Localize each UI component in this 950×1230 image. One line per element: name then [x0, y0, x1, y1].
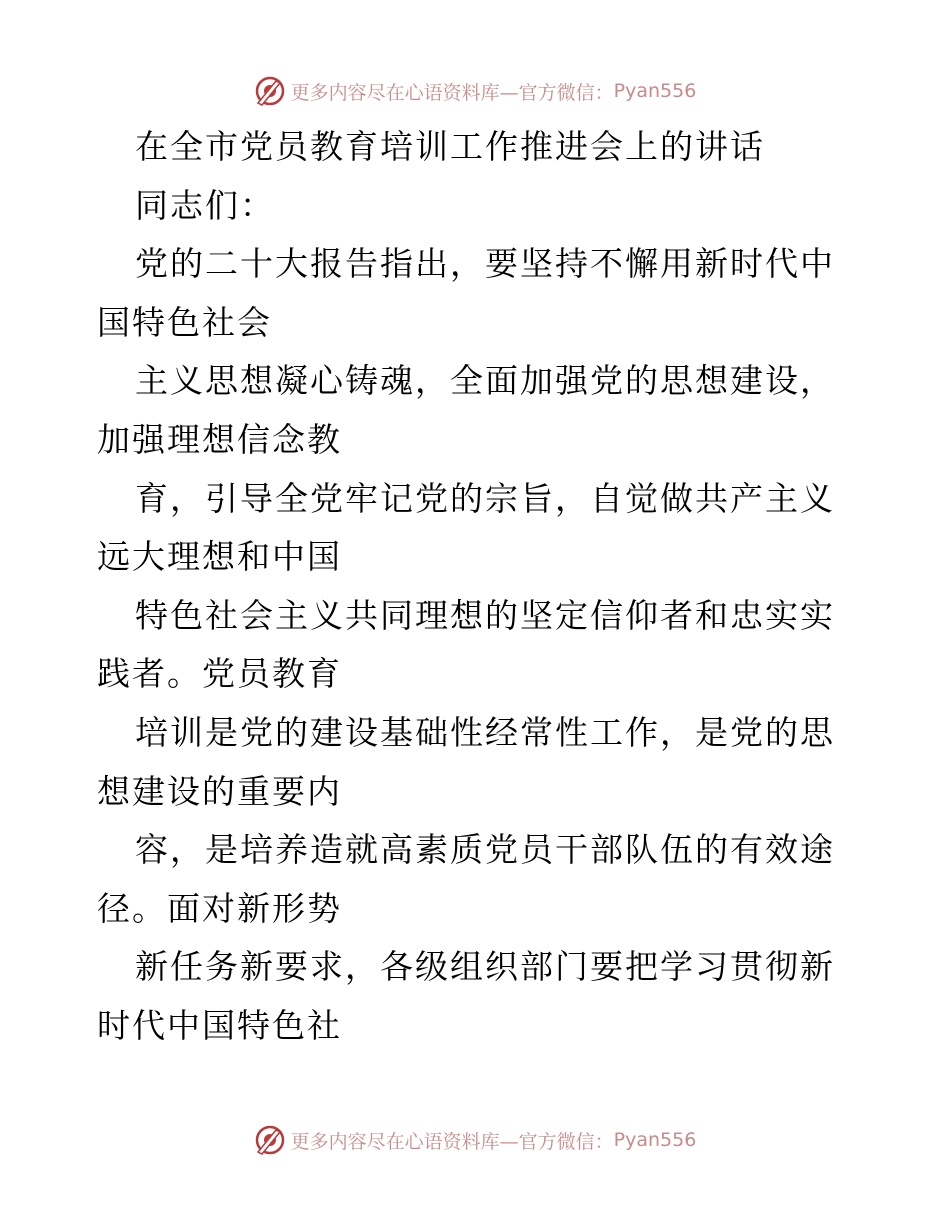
paragraph-line: 育，引导全党牢记党的宗旨，自觉做共产主义远大理想和中国 [97, 478, 835, 577]
footer-watermark [0, 1122, 950, 1158]
watermark-text: 更多内容尽在心语资料库—官方微信： [290, 1130, 614, 1153]
paragraph-line: 培训是党的建设基础性经常性工作，是党的思想建设的重要内 [97, 712, 835, 811]
document-title: 在全市党员教育培训工作推进会上的讲话 [135, 127, 765, 166]
quill-logo-icon [254, 75, 286, 107]
paragraph-line: 党的二十大报告指出，要坚持不懈用新时代中国特色社会 [97, 244, 835, 342]
document-body [97, 118, 857, 1056]
header-watermark [0, 73, 950, 109]
salutation: 同志们： [135, 185, 275, 225]
watermark-wechat-id: Pyan556 [613, 80, 697, 102]
paragraph-line: 容，是培养造就高素质党员干部队伍的有效途径。面对新形势 [97, 830, 835, 928]
watermark-wechat-id: Pyan556 [613, 1129, 697, 1151]
watermark-text: 更多内容尽在心语资料库—官方微信： [290, 81, 614, 104]
paragraph-line: 主义思想凝心铸魂，全面加强党的思想建设，加强理想信念教 [97, 361, 835, 459]
quill-logo-icon [254, 1124, 286, 1156]
paragraph-line: 特色社会主义共同理想的坚定信仰者和忠实实践者。党员教育 [97, 595, 835, 694]
paragraph-line: 新任务新要求，各级组织部门要把学习贯彻新时代中国特色社 [97, 947, 835, 1045]
